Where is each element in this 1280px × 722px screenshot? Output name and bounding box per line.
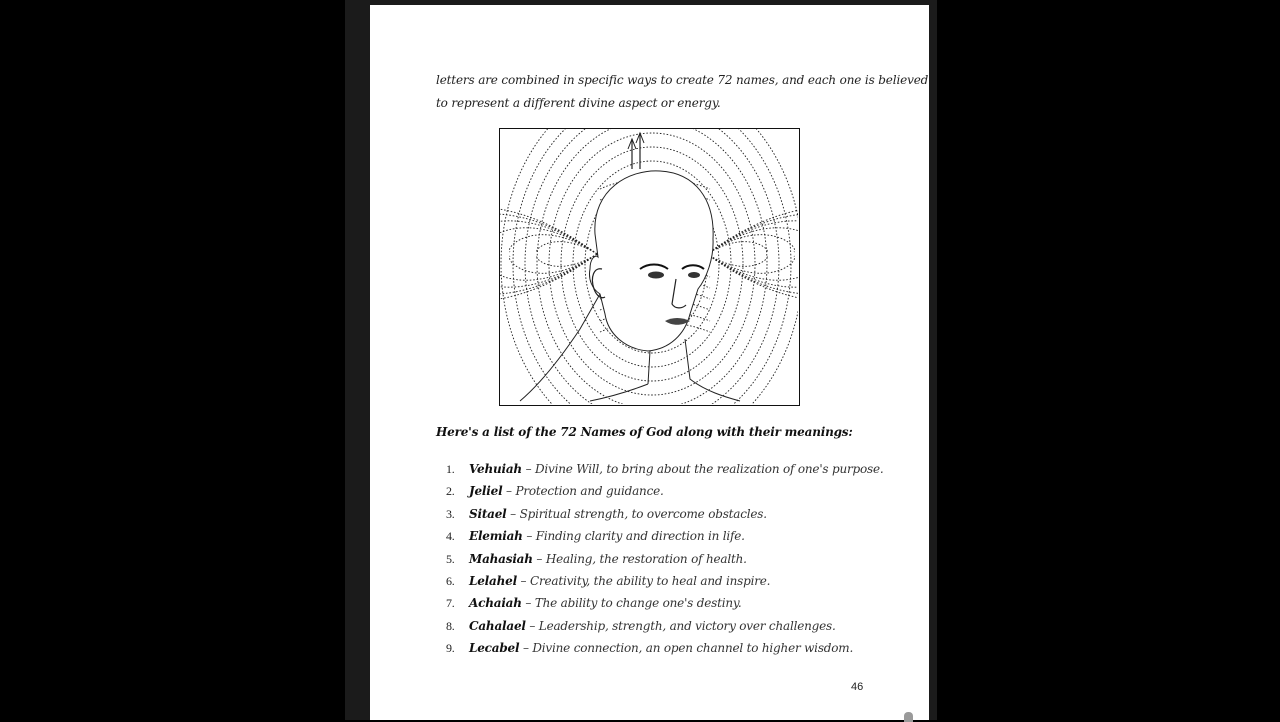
item-number: 2. bbox=[446, 484, 455, 499]
item-number: 3. bbox=[446, 506, 455, 521]
field-lobe bbox=[707, 254, 795, 273]
engraving-head-energy-field-icon bbox=[499, 128, 800, 406]
field-lobe bbox=[500, 214, 597, 254]
item-name: Vehuiah bbox=[469, 462, 522, 476]
list-item bbox=[446, 637, 884, 659]
field-lobe bbox=[707, 254, 798, 301]
item-number: 1. bbox=[446, 462, 455, 476]
item-number: 6. bbox=[446, 573, 455, 588]
field-lobe bbox=[509, 235, 597, 254]
list-item bbox=[446, 503, 884, 525]
document-page[interactable] bbox=[370, 5, 929, 720]
head-outline bbox=[589, 171, 713, 351]
item-number: 8. bbox=[446, 618, 455, 633]
item-meaning: The ability to change one's destiny. bbox=[534, 596, 742, 611]
item-separator: – bbox=[502, 484, 516, 499]
field-lobe bbox=[707, 221, 798, 254]
field-lobe bbox=[500, 254, 597, 301]
list-heading: Here's a list of the 72 Names of God along with their meanings: bbox=[436, 425, 853, 439]
item-separator: – bbox=[532, 551, 546, 566]
item-number: 4. bbox=[446, 529, 455, 544]
intro-line-2: to represent a different divine aspect or energy. bbox=[436, 95, 721, 110]
list-item bbox=[446, 548, 884, 570]
list-item bbox=[446, 615, 884, 637]
item-name: Cahalael bbox=[469, 618, 526, 633]
field-lobe bbox=[707, 207, 798, 254]
names-list bbox=[446, 458, 884, 660]
field-lobe bbox=[707, 214, 798, 254]
intro-paragraph bbox=[436, 69, 929, 114]
page-number: 46 bbox=[851, 681, 864, 693]
item-name: Sitael bbox=[469, 506, 507, 521]
field-lobe bbox=[509, 254, 597, 273]
item-number: 5. bbox=[446, 551, 455, 566]
intro-line-1: letters are combined in specific ways to create 72 names, and each one is believed bbox=[436, 73, 929, 87]
item-number: 7. bbox=[446, 596, 455, 611]
item-meaning: Protection and guidance. bbox=[515, 484, 664, 499]
list-item bbox=[446, 570, 884, 592]
item-separator: – bbox=[521, 596, 535, 611]
scrollbar-thumb[interactable] bbox=[904, 712, 913, 722]
item-meaning: Healing, the restoration of health. bbox=[545, 551, 747, 566]
item-separator: – bbox=[525, 618, 539, 633]
item-name: Lelahel bbox=[469, 573, 517, 588]
item-name: Jeliel bbox=[469, 484, 503, 499]
item-number: 9. bbox=[446, 641, 455, 656]
list-item bbox=[446, 480, 884, 502]
field-lobe bbox=[707, 228, 798, 254]
field-lobe bbox=[500, 254, 597, 280]
item-name: Lecabel bbox=[469, 641, 520, 656]
list-item bbox=[446, 525, 884, 547]
illustration-svg bbox=[500, 129, 798, 404]
item-name: Achaiah bbox=[469, 596, 522, 611]
item-meaning: Leadership, strength, and victory over challenges. bbox=[538, 618, 836, 633]
item-separator: – bbox=[519, 641, 533, 656]
field-lobe bbox=[707, 235, 795, 254]
item-name: Mahasiah bbox=[469, 551, 533, 566]
item-separator: – bbox=[521, 462, 535, 476]
item-meaning: Divine Will, to bring about the realization of one's purpose. bbox=[534, 462, 884, 476]
item-separator: – bbox=[506, 506, 520, 521]
item-name: Elemiah bbox=[469, 529, 523, 544]
item-meaning: Divine connection, an open channel to higher wisdom. bbox=[532, 641, 854, 656]
list-item bbox=[446, 458, 884, 480]
item-meaning: Finding clarity and direction in life. bbox=[535, 529, 745, 544]
field-lobe bbox=[707, 254, 798, 294]
field-lobe bbox=[707, 254, 798, 280]
item-meaning: Spiritual strength, to overcome obstacles. bbox=[519, 506, 767, 521]
item-separator: – bbox=[522, 529, 536, 544]
list-item bbox=[446, 592, 884, 614]
field-lobe bbox=[707, 254, 798, 287]
item-meaning: Creativity, the ability to heal and inspire. bbox=[529, 573, 771, 588]
item-separator: – bbox=[516, 573, 530, 588]
